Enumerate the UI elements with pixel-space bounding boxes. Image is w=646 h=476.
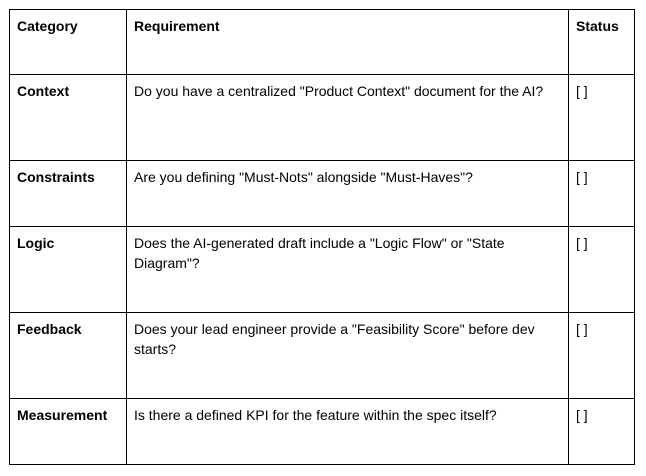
table-row — [10, 161, 635, 227]
header-status: Status — [569, 10, 635, 75]
header-category: Category — [10, 10, 127, 75]
table-row — [10, 313, 635, 399]
requirement-cell: Does your lead engineer provide a "Feasibility Score" before dev starts? — [127, 313, 569, 399]
header-requirement: Requirement — [127, 10, 569, 75]
requirement-cell: Does the AI-generated draft include a "Logic Flow" or "State Diagram"? — [127, 227, 569, 313]
category-cell: Constraints — [10, 161, 127, 227]
requirement-cell: Do you have a centralized "Product Context" document for the AI? — [127, 75, 569, 161]
status-checkbox[interactable]: [ ] — [569, 227, 635, 313]
table-row — [10, 399, 635, 465]
requirement-cell: Is there a defined KPI for the feature within the spec itself? — [127, 399, 569, 465]
requirement-cell: Are you defining "Must-Nots" alongside "Must-Haves"? — [127, 161, 569, 227]
requirements-checklist-table — [9, 9, 635, 465]
status-checkbox[interactable]: [ ] — [569, 399, 635, 465]
status-checkbox[interactable]: [ ] — [569, 161, 635, 227]
table-row — [10, 227, 635, 313]
category-cell: Feedback — [10, 313, 127, 399]
status-checkbox[interactable]: [ ] — [569, 313, 635, 399]
category-cell: Context — [10, 75, 127, 161]
table-row — [10, 75, 635, 161]
category-cell: Measurement — [10, 399, 127, 465]
status-checkbox[interactable]: [ ] — [569, 75, 635, 161]
table-header-row — [10, 10, 635, 75]
category-cell: Logic — [10, 227, 127, 313]
